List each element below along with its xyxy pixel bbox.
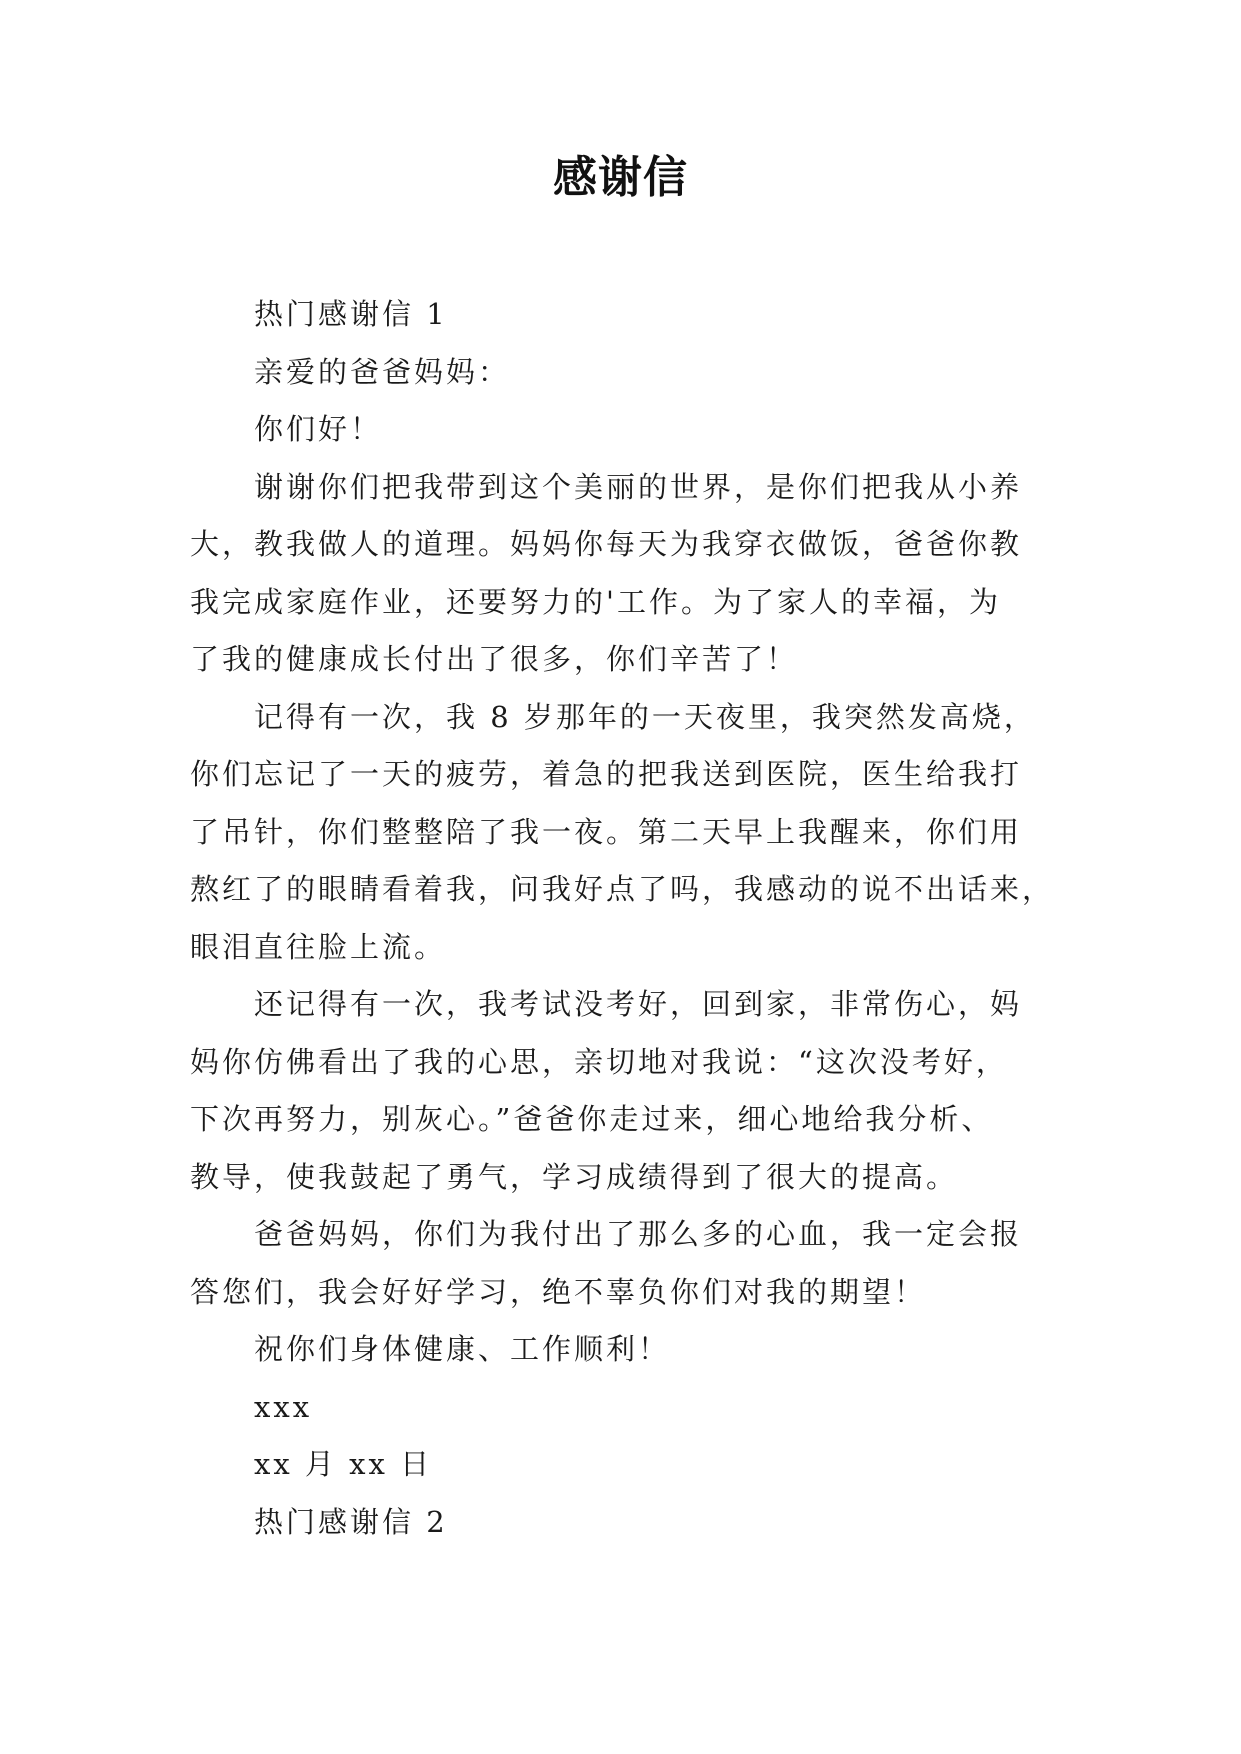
text-line: 你们忘记了一天的疲劳，着急的把我送到医院，医生给我打 <box>190 757 1023 791</box>
text-line: 谢谢你们把我带到这个美丽的世界，是你们把我从小养 <box>254 469 1023 504</box>
text-line: 还记得有一次，我考试没考好，回到家，非常伤心，妈 <box>254 987 1023 1021</box>
text-line: 热门感谢信 2 <box>254 1504 448 1539</box>
text-line: 热门感谢信 1 <box>254 297 448 331</box>
document-title: 感谢信 <box>553 152 688 203</box>
document-body <box>190 286 1070 1551</box>
text-line: 妈你仿佛看出了我的心思，亲切地对我说：“这次没考好， <box>190 1044 1008 1079</box>
text-line: xx 月 xx 日 <box>254 1447 433 1481</box>
text-line: xxx <box>254 1389 313 1424</box>
text-line: 记得有一次，我 8 岁那年的一天夜里，我突然发高烧， <box>254 699 1036 734</box>
text-line: 了吊针，你们整整陪了我一夜。第二天早上我醒来，你们用 <box>190 814 1023 849</box>
text-line: 教导，使我鼓起了勇气，学习成绩得到了很大的提高。 <box>190 1159 959 1194</box>
text-line: 我完成家庭作业，还要努力的'工作。为了家人的幸福，为 <box>190 584 1001 619</box>
text-line: 大，教我做人的道理。妈妈你每天为我穿衣做饭，爸爸你教 <box>190 527 1023 561</box>
text-line: 了我的健康成长付出了很多，你们辛苦了！ <box>190 642 799 676</box>
text-line: 答您们，我会好好学习，绝不辜负你们对我的期望！ <box>190 1274 927 1309</box>
text-line: 下次再努力，别灰心。”爸爸你走过来，细心地给我分析、 <box>190 1102 994 1136</box>
text-line: 眼泪直往脸上流。 <box>190 929 447 964</box>
text-line: 祝你们身体健康、工作顺利！ <box>254 1332 671 1366</box>
text-line: 熬红了的眼睛看着我，问我好点了吗，我感动的说不出话来， <box>190 872 1055 906</box>
text-line: 亲爱的爸爸妈妈： <box>254 354 511 389</box>
text-line: 你们好！ <box>254 412 383 446</box>
text-line: 爸爸妈妈，你们为我付出了那么多的心血，我一定会报 <box>254 1217 1023 1251</box>
